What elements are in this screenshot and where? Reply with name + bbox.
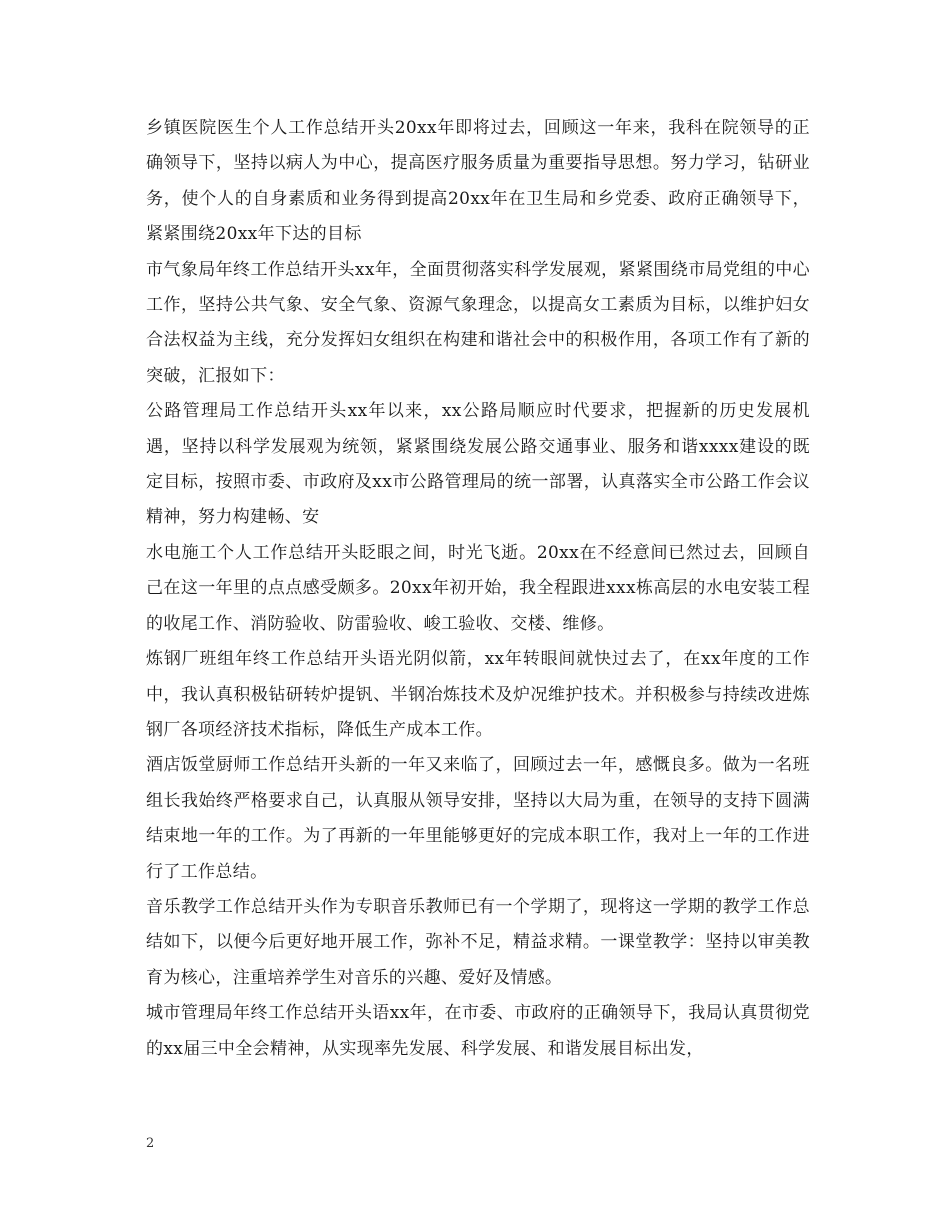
paragraph-highway-administration: 公路管理局工作总结开头xx年以来，xx公路局顺应时代要求，把握新的历史发展机遇，坚持以科学发展观为统领，紧紧围绕发展公路交通事业、服务和谐xxxx建设的既定目标，按照市委、市政府及xx市公路管理局的统一部署，认真落实全市公路工作会议精神，努力构建畅、安: [146, 401, 810, 528]
paragraph-music-teaching: 音乐教学工作总结开头作为专职音乐教师已有一个学期了，现将这一学期的教学工作总结如下，以便今后更好地开展工作，弥补不足，精益求精。一课堂教学：坚持以审美教育为核心，注重培养学生对音乐的兴趣、爱好及情感。: [146, 896, 810, 988]
document-body: [146, 111, 810, 1067]
page-number: 2: [146, 1136, 155, 1151]
paragraph-township-hospital-doctor: 乡镇医院医生个人工作总结开头20xx年即将过去，回顾这一年来，我科在院领导的正确领导下，坚持以病人为中心，提高医疗服务质量为重要指导思想。努力学习，钻研业务，使个人的自身素质和业务得到提高20xx年在卫生局和乡党委、政府正确领导下，紧紧围绕20xx年下达的目标: [146, 118, 810, 245]
paragraph-steelmaking-plant-team: 炼钢厂班组年终工作总结开头语光阴似箭，xx年转眼间就快过去了，在xx年度的工作中，我认真积极钻研转炉提钒、半钢冶炼技术及炉况维护技术。并积极参与持续改进炼钢厂各项经济技术指标，降低生产成本工作。: [146, 649, 810, 740]
paragraph-urban-management-bureau: 城市管理局年终工作总结开头语xx年，在市委、市政府的正确领导下，我局认真贯彻党的xx届三中全会精神，从实现率先发展、科学发展、和谐发展目标出发，: [146, 1003, 810, 1059]
paragraph-plumbing-electrical-construction: 水电施工个人工作总结开头眨眼之间，时光飞逝。20xx在不经意间已然过去，回顾自己在这一年里的点点感受颇多。20xx年初开始，我全程跟进xxx栋高层的水电安装工程的收尾工作、消防验收、防雷验收、峻工验收、交楼、维修。: [146, 542, 810, 634]
paragraph-meteorological-bureau: 市气象局年终工作总结开头xx年，全面贯彻落实科学发展观，紧紧围绕市局党组的中心工作，坚持公共气象、安全气象、资源气象理念，以提高女工素质为目标，以维护妇女合法权益为主线，充分发挥妇女组织在构建和谐社会中的积极作用，各项工作有了新的突破，汇报如下：: [146, 259, 810, 386]
paragraph-hotel-canteen-chef: 酒店饭堂厨师工作总结开头新的一年又来临了，回顾过去一年，感慨良多。做为一名班组长我始终严格要求自己，认真服从领导安排，坚持以大局为重，在领导的支持下圆满结束地一年的工作。为了再新的一年里能够更好的完成本职工作，我对上一年的工作进行了工作总结。: [146, 755, 810, 882]
